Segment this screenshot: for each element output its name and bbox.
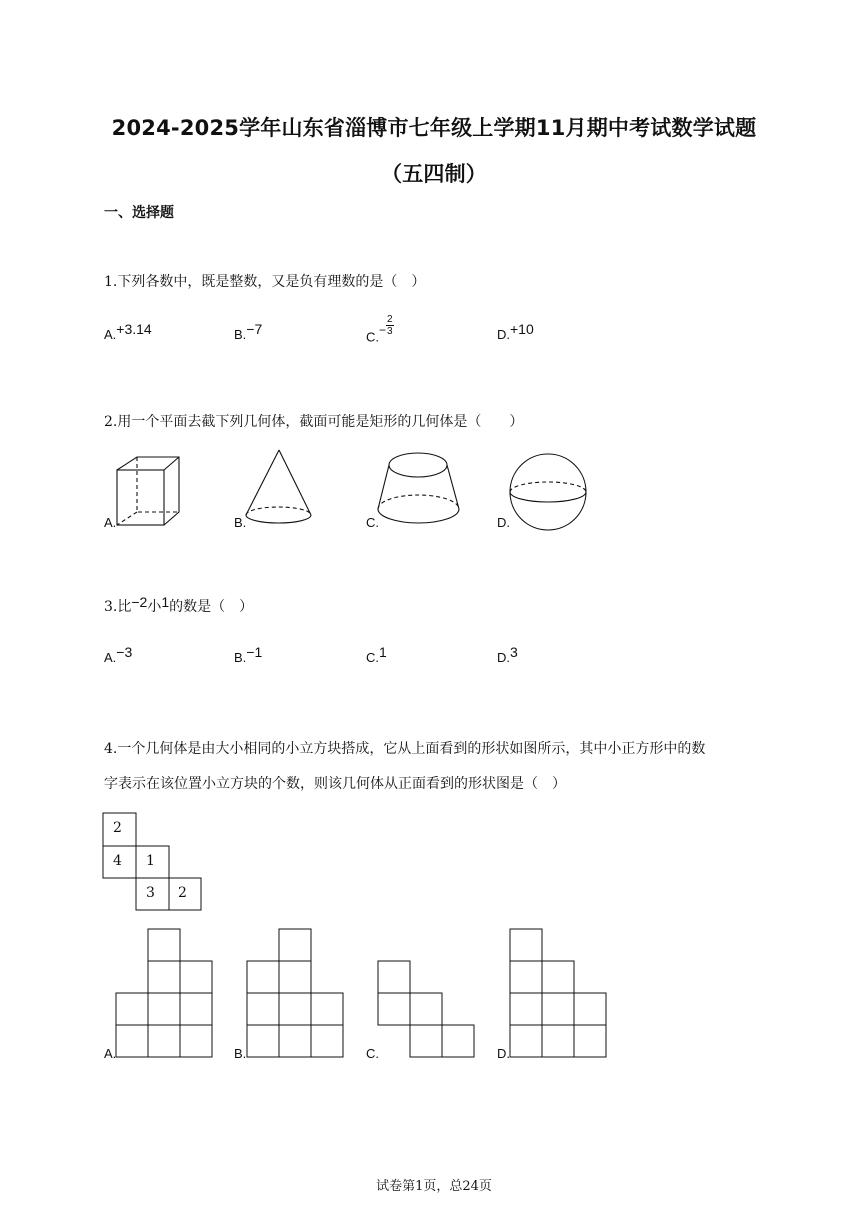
option-letter: B.	[234, 515, 247, 530]
top-view-number: 2	[113, 820, 122, 836]
option-letter: D.	[497, 650, 510, 665]
q4-option-c[interactable]	[366, 1046, 379, 1061]
option-letter: B.	[234, 327, 247, 342]
q2-option-b[interactable]	[234, 515, 246, 530]
question-4-text-line2: 字表示在该位置小立方块的个数，则该几何体从正面看到的形状图是（ ）	[104, 776, 566, 792]
option-letter: C.	[366, 650, 379, 665]
option-letter: D.	[497, 1046, 510, 1061]
fraction-denominator: 3	[387, 326, 393, 337]
q3-option-d[interactable]	[497, 644, 518, 665]
top-view-number: 1	[146, 853, 155, 869]
question-2-text: 2.用一个平面去截下列几何体，截面可能是矩形的几何体是（ ）	[104, 414, 524, 430]
option-letter: A.	[104, 327, 117, 342]
q2-option-c[interactable]	[366, 515, 379, 530]
question-4-text-line1: 4.一个几何体是由大小相同的小立方块搭成，它从上面看到的形状如图所示，其中小正方形中的数	[104, 741, 706, 757]
top-view-number: 4	[113, 853, 122, 869]
page-title: 2024-2025学年山东省淄博市七年级上学期11月期中考试数学试题	[111, 116, 757, 140]
q4-option-d-front-view	[510, 929, 610, 1059]
fraction-sign: −	[379, 322, 387, 337]
page-footer: 试卷第1页，总24页	[376, 1179, 492, 1194]
option-letter: B.	[234, 1046, 247, 1061]
option-value: −7	[246, 321, 263, 337]
q1-option-d[interactable]	[497, 321, 534, 342]
option-letter: C.	[366, 1046, 379, 1061]
option-letter: A.	[104, 650, 117, 665]
option-value: +3.14	[116, 321, 152, 337]
q1-option-b[interactable]	[234, 321, 263, 342]
q2-option-a[interactable]	[104, 515, 116, 530]
question-1-text: 1.下列各数中，既是整数，又是负有理数的是（ ）	[104, 274, 426, 290]
q3-text-after: 的数是（ ）	[169, 599, 254, 615]
page-subtitle: （五四制）	[381, 162, 487, 186]
option-letter: D.	[497, 327, 510, 342]
option-letter: B.	[234, 650, 247, 665]
option-letter: A.	[104, 1046, 117, 1061]
frustum-figure	[372, 445, 467, 530]
sphere-figure	[505, 450, 595, 535]
q4-option-c-front-view	[378, 961, 478, 1061]
option-value: −3	[116, 644, 133, 660]
option-letter: C.	[366, 515, 379, 530]
option-letter: D.	[497, 515, 510, 530]
option-value: −1	[246, 644, 263, 660]
section-heading: 一、选择题	[104, 205, 174, 221]
q2-option-d[interactable]	[497, 515, 510, 530]
q1-option-a[interactable]	[104, 321, 152, 342]
top-view-number: 3	[146, 885, 155, 901]
q3-option-a[interactable]	[104, 644, 133, 665]
q4-option-a-front-view	[116, 929, 216, 1059]
top-view-number: 2	[178, 885, 187, 901]
q4-option-b-front-view	[247, 929, 347, 1059]
q3-math-2: 1	[161, 594, 170, 610]
q3-math-1: −2	[131, 594, 148, 610]
q3-option-c[interactable]	[366, 644, 387, 665]
option-letter: C.	[366, 329, 379, 345]
option-value: 1	[379, 644, 387, 660]
q3-option-b[interactable]	[234, 644, 263, 665]
question-3-text	[104, 596, 253, 616]
fraction-value	[379, 314, 394, 341]
q4-option-a[interactable]	[104, 1046, 116, 1061]
cone-figure	[240, 445, 320, 530]
q3-text-before: 3.比	[104, 599, 132, 615]
option-value: +10	[510, 321, 534, 337]
option-letter: A.	[104, 515, 117, 530]
q4-option-b[interactable]	[234, 1046, 246, 1061]
option-value: 3	[510, 644, 518, 660]
fraction-numerator: 2	[387, 314, 393, 325]
q4-option-d[interactable]	[497, 1046, 510, 1061]
q1-option-c[interactable]	[366, 314, 394, 349]
q3-text-mid: 小	[147, 599, 162, 615]
